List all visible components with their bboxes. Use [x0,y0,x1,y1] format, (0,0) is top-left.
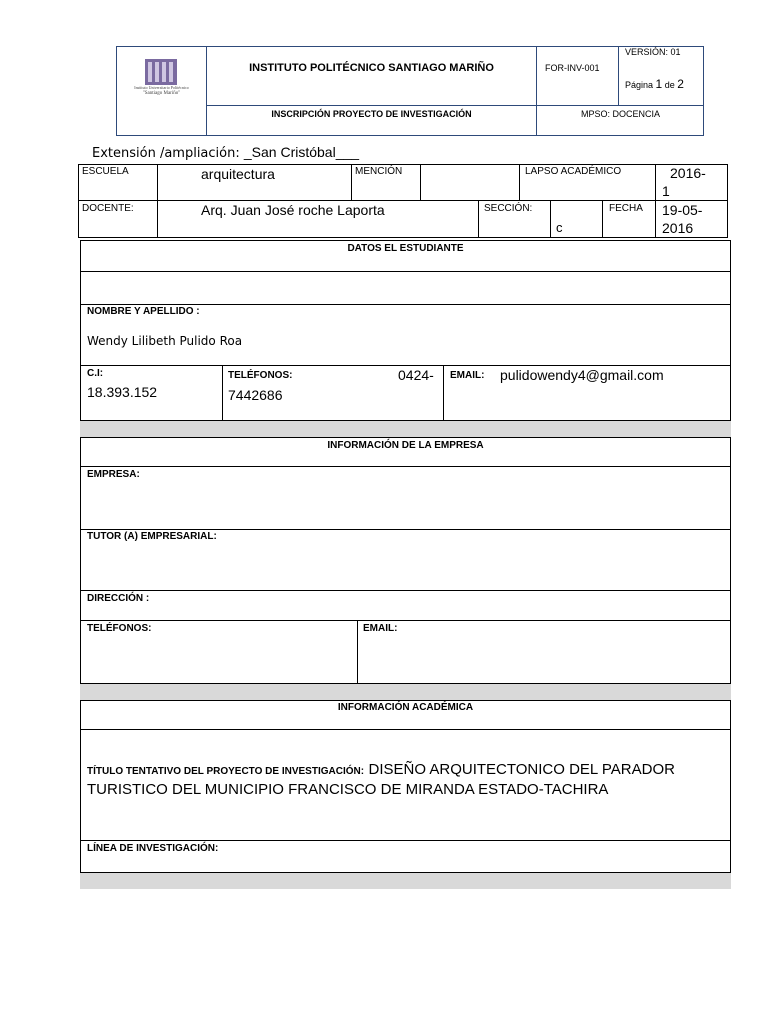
info-row-divider [78,200,728,201]
ci-label: C.I: [87,368,104,379]
project-title-value-line2: TURISTICO DEL MUNICIPIO FRANCISCO DE MIRANDA ESTADO-TACHIRA [87,781,609,798]
cell-divider [351,164,352,201]
page-label: Página [625,80,654,90]
email-value: pulidowendy4@gmail.com [500,367,664,383]
row-divider [80,365,731,366]
academic-section-title: INFORMACIÓN ACADÉMICA [337,702,474,713]
ci-value: 18.393.152 [87,384,158,400]
row-divider [80,840,731,841]
cell-divider [443,365,444,421]
direccion-label: DIRECCIÓN : [87,593,150,604]
empresa-label: EMPRESA: [87,469,140,480]
docente-label: DOCENTE: [82,203,134,214]
cell-divider [478,200,479,238]
cell-divider [602,200,603,238]
project-title-label: TÍTULO TENTATIVO DEL PROYECTO DE INVESTIGACIÓN: [87,766,365,777]
form-code: FOR-INV-001 [545,63,600,73]
logo-text-line2: "Santiago Mariño" [142,91,181,96]
header-divider [618,46,619,105]
project-title-block [87,760,727,782]
extension-label: Extensión /ampliación: [92,146,244,161]
company-section [80,437,731,684]
info-table [78,164,728,238]
header-divider [206,46,207,136]
tutor-label: TUTOR (A) EMPRESARIAL: [87,531,217,542]
institute-name: INSTITUTO POLITÉCNICO SANTIAGO MARIÑO [249,62,494,74]
fecha-label: FECHA [609,203,643,214]
row-divider [80,529,731,530]
header-divider [206,105,704,106]
cell-divider [420,164,421,201]
institute-logo [117,47,206,135]
row-divider [80,271,731,272]
header-divider [536,46,537,136]
company-email-label: EMAIL: [363,623,398,634]
seccion-value: c [556,220,563,235]
phone-value-line2: 7442686 [228,387,283,403]
company-section-title: INFORMACIÓN DE LA EMPRESA [327,440,484,451]
seccion-label: SECCIÓN: [484,203,533,214]
row-divider [80,590,731,591]
row-divider [80,729,731,730]
row-divider [80,304,731,305]
escuela-value: arquitectura [201,166,275,182]
gray-band [80,873,731,889]
mencion-label: MENCIÓN [355,166,403,177]
lapso-value-line1: 2016- [670,165,706,181]
cell-divider [357,620,358,684]
cell-divider [655,164,656,238]
row-divider [80,466,731,467]
cell-divider [550,200,551,238]
row-divider [80,620,731,621]
cell-divider [157,164,158,238]
fecha-value-line1: 19-05- [662,202,703,218]
cell-divider [222,365,223,421]
page-indicator [625,77,684,91]
email-label: EMAIL: [450,370,485,381]
name-label: NOMBRE Y APELLIDO : [87,306,200,317]
mpso-label: MPSO: DOCENCIA [580,109,660,119]
linea-label: LÍNEA DE INVESTIGACIÓN: [87,843,219,854]
gray-band [80,421,731,437]
name-value: Wendy Lilibeth Pulido Roa [87,334,243,348]
phone-value-line1: 0424- [398,367,434,383]
lapso-value-line2: 1 [662,183,670,199]
form-title: INSCRIPCIÓN PROYECTO DE INVESTIGACIÓN [271,109,472,119]
docente-value: Arq. Juan José roche Laporta [201,202,385,218]
student-section-title: DATOS EL ESTUDIANTE [347,243,464,254]
page-number: 1 [655,77,663,91]
fecha-value-line2: 2016 [662,220,694,236]
extension-line [92,144,359,161]
gray-band [80,684,731,700]
page-de: de [664,80,675,90]
lapso-label: LAPSO ACADÉMICO [525,166,622,177]
cell-divider [519,164,520,201]
phone-label: TELÉFONOS: [228,370,293,381]
extension-value: _San Cristóbal___ [243,144,360,160]
escuela-label: ESCUELA [82,166,129,177]
logo-text-line1: Instituto Universitario Politécnico [134,85,189,90]
form-version: VERSIÓN: 01 [625,47,681,57]
page-total: 2 [677,77,684,91]
company-phone-label: TELÉFONOS: [87,623,152,634]
project-title-value-line1: DISEÑO ARQUITECTONICO DEL PARADOR [368,761,675,778]
student-section [80,240,731,421]
